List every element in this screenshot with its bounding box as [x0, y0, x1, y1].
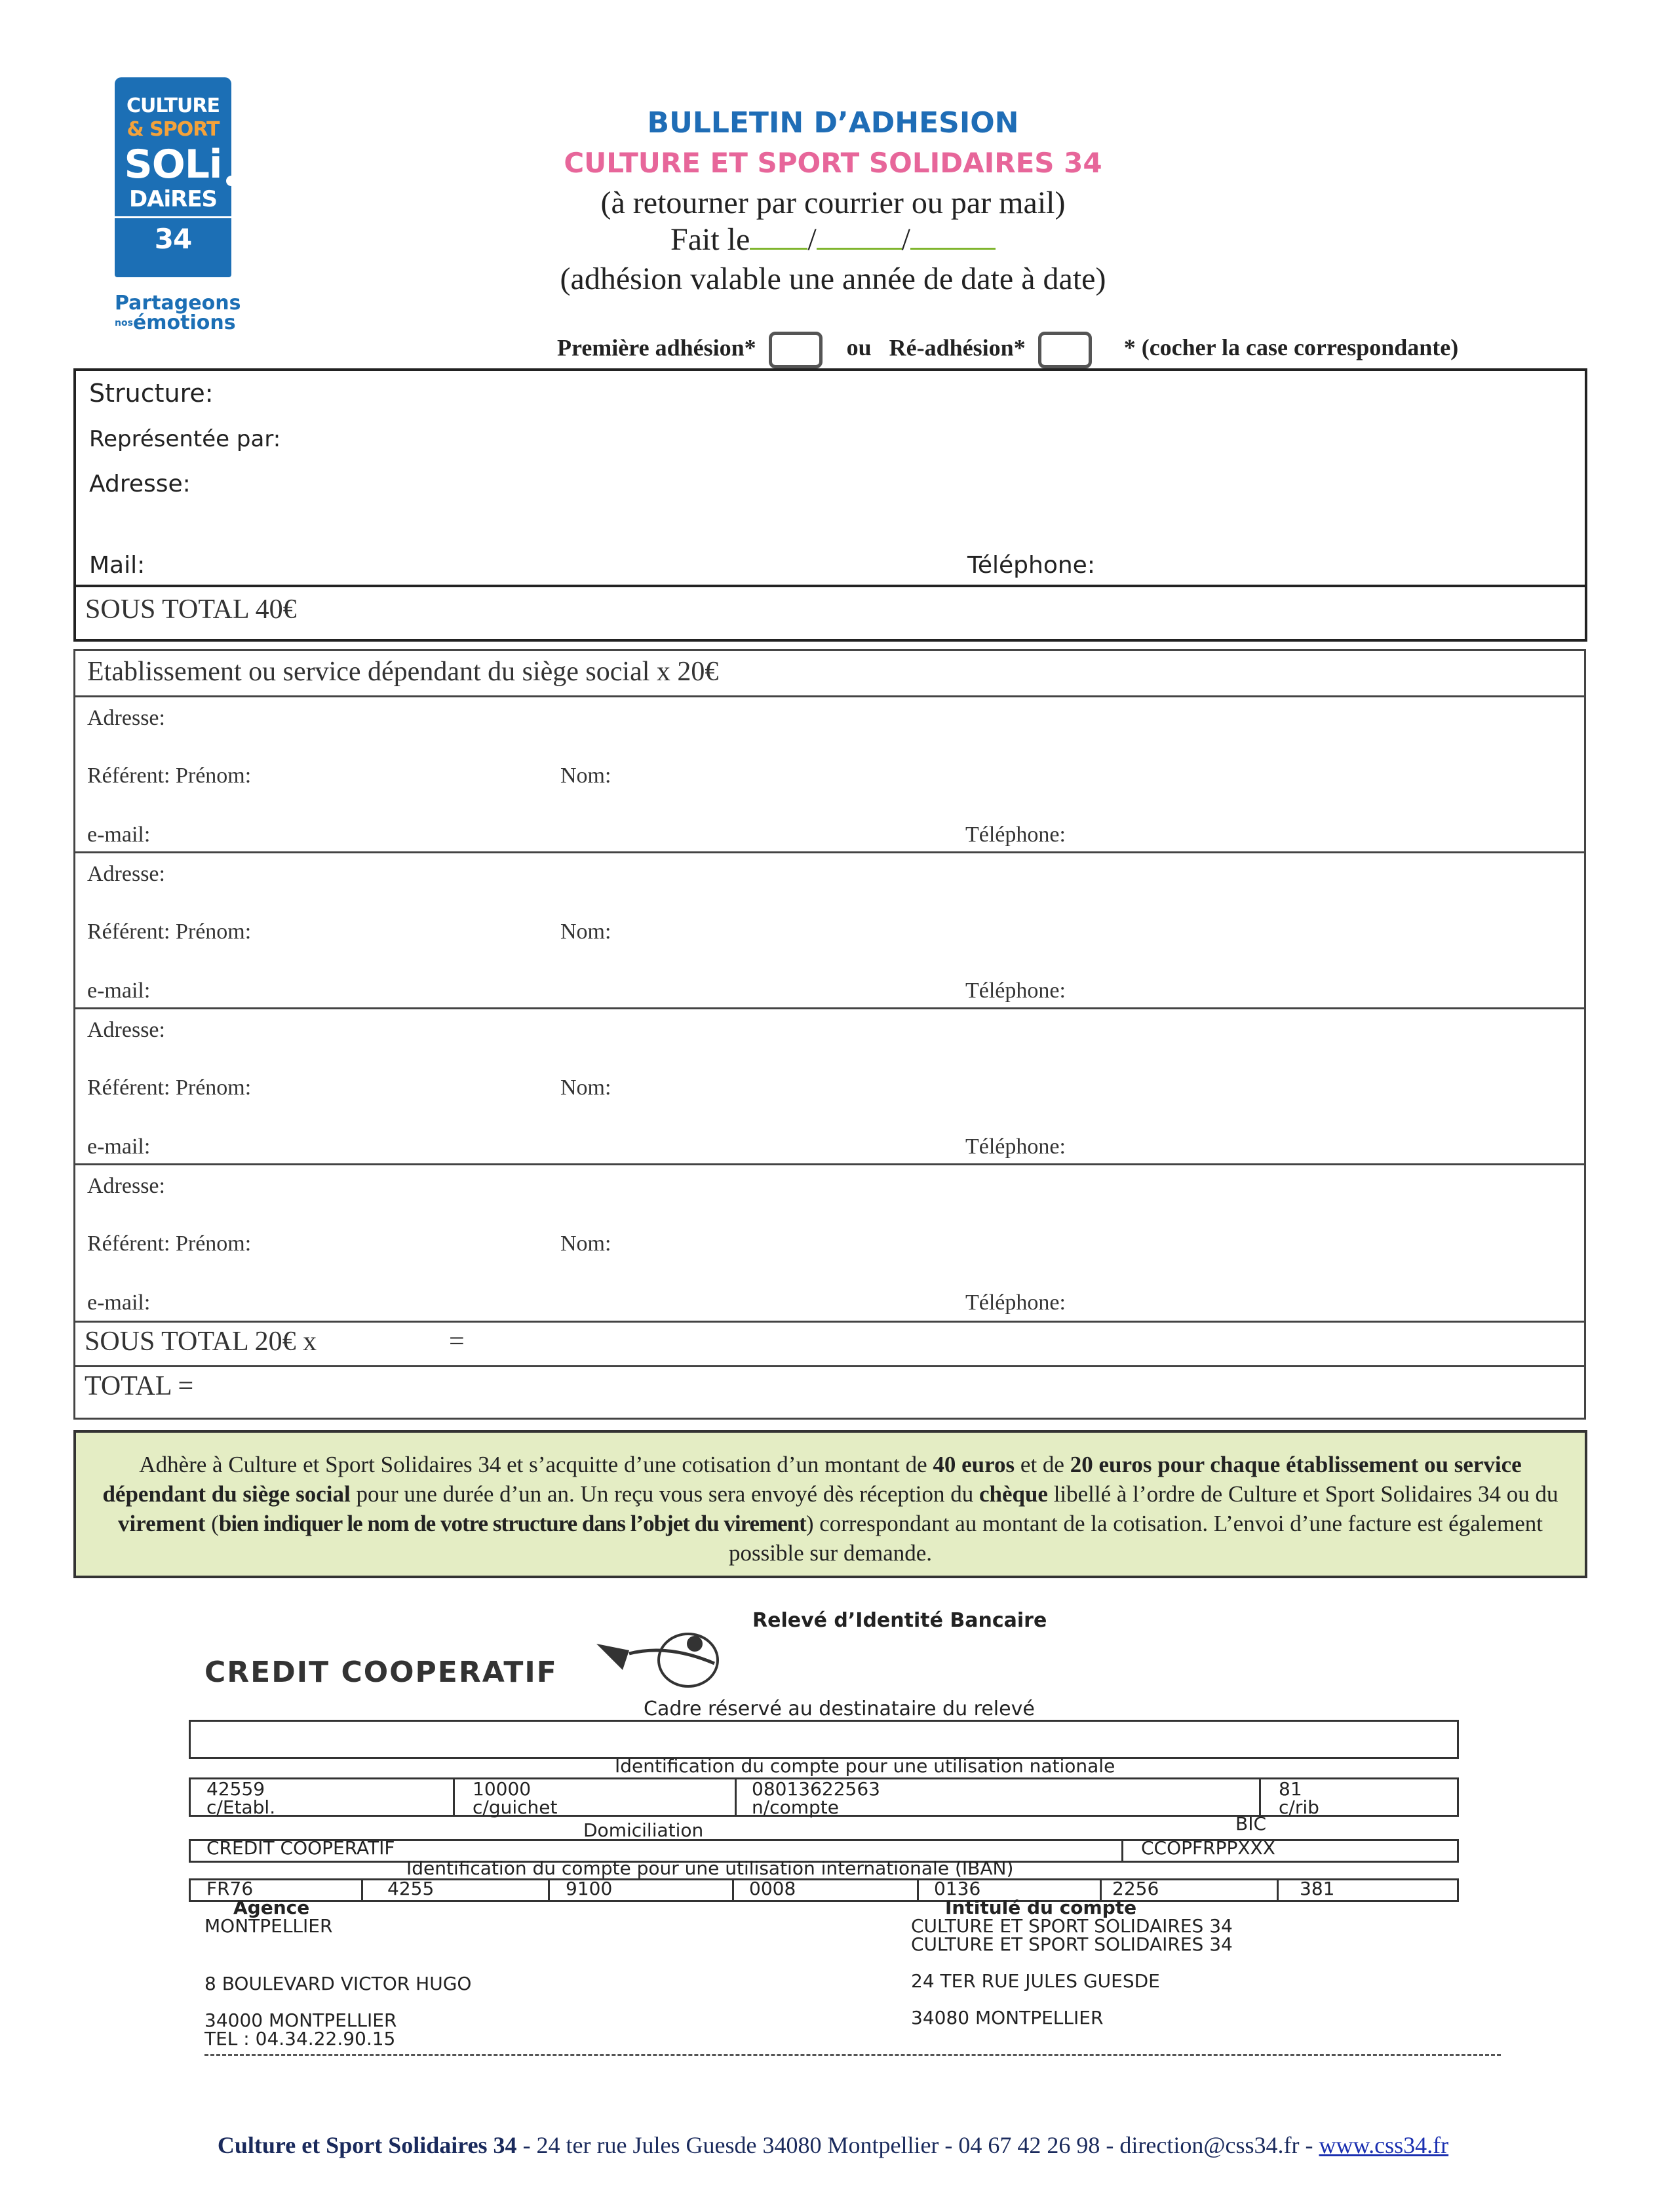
rib-title: Relevé d’Identité Bancaire — [752, 1609, 1047, 1632]
logo-line1: CULTURE — [126, 94, 220, 117]
national-table — [189, 1777, 1459, 1817]
iban-part-1: FR76 — [206, 1878, 254, 1899]
iban-part-7: 381 — [1300, 1878, 1335, 1899]
logo-line2: & SPORT — [126, 118, 220, 141]
subtotal-equals: = — [449, 1327, 465, 1357]
compte-label: n/compte — [752, 1796, 839, 1818]
or-label: ou — [846, 334, 872, 361]
date-year-field[interactable] — [910, 222, 996, 250]
domiciliation-value: CREDIT COOPERATIF — [206, 1837, 395, 1859]
bank-tel: TEL : 04.34.22.90.15 — [204, 2028, 396, 2049]
iban-part-4: 0008 — [749, 1878, 796, 1899]
domiciliation-label: Domiciliation — [583, 1819, 704, 1841]
footer-details: - 24 ter rue Jules Guesde 34080 Montpellier - 04 67 42 26 98 - direction@css34.fr - — [516, 2132, 1319, 2158]
represented-label: Représentée par: — [89, 426, 281, 452]
iban-table — [189, 1878, 1459, 1902]
iban-part-5: 0136 — [934, 1878, 981, 1899]
logo-tagline: Partageons $^{nos}$émotions — [115, 292, 241, 334]
domiciliation-table — [189, 1839, 1459, 1863]
page-title: BULLETIN D’ADHESION — [647, 106, 1019, 140]
holder-line1: CULTURE ET SPORT SOLIDAIRES 34 — [911, 1915, 1233, 1937]
structure-section — [73, 368, 1587, 642]
holder-city: 34080 MONTPELLIER — [911, 2007, 1104, 2028]
est2-email: e-mail: — [87, 979, 151, 1003]
footer — [0, 2131, 1666, 2159]
checkbox-note: * (cocher la case correspondante) — [1123, 334, 1459, 361]
est3-name: Nom: — [560, 1076, 611, 1100]
est4-name: Nom: — [560, 1232, 611, 1256]
bic-value: CCOPFRPPXXX — [1141, 1837, 1275, 1859]
agence-value: MONTPELLIER — [204, 1915, 333, 1937]
est3-address: Adresse: — [87, 1018, 165, 1042]
est1-address: Adresse: — [87, 706, 165, 730]
logo-line5: 34 — [154, 223, 192, 255]
establishments-table — [73, 649, 1586, 1420]
etabl-value: 42559 — [206, 1778, 265, 1800]
structure-label: Structure: — [89, 379, 214, 408]
est4-phone: Téléphone: — [965, 1290, 1066, 1315]
logo-line3: SOLi — [124, 142, 222, 187]
total-label: TOTAL = — [85, 1371, 194, 1401]
date-month-field[interactable] — [817, 222, 902, 250]
bank-logo-text: CREDIT COOPERATIF — [204, 1656, 558, 1689]
phone-label: Téléphone: — [967, 552, 1095, 579]
est3-email: e-mail: — [87, 1135, 151, 1159]
cle-label: c/rib — [1279, 1796, 1319, 1818]
international-label: Identification du compte pour une utilisation internationale (IBAN) — [406, 1857, 1014, 1879]
intitule-label: Intitulé du compte — [945, 1897, 1137, 1918]
est4-email: e-mail: — [87, 1290, 151, 1315]
guichet-value: 10000 — [473, 1778, 532, 1800]
subtotal-40: SOUS TOTAL 40€ — [85, 594, 297, 625]
agence-label: Agence — [233, 1897, 310, 1918]
membership-choice — [557, 332, 1458, 368]
logo-line4: DAiRES — [128, 186, 218, 212]
reserved-label: Cadre réservé au destinataire du relevé — [644, 1698, 1035, 1720]
renewal-label: Ré-adhésion* — [889, 334, 1026, 361]
est1-firstname: Référent: Prénom: — [87, 764, 252, 788]
return-note: (à retourner par courrier ou par mail) — [600, 185, 1066, 220]
subtotal-20: SOUS TOTAL 20€ x — [85, 1327, 317, 1357]
iban-part-2: 4255 — [387, 1878, 435, 1899]
date-label: Fait le — [670, 222, 750, 257]
bank-street: 8 BOULEVARD VICTOR HUGO — [204, 1973, 472, 1994]
est3-firstname: Référent: Prénom: — [87, 1076, 252, 1100]
est2-address: Adresse: — [87, 862, 165, 886]
reserved-box — [189, 1720, 1459, 1759]
date-day-field[interactable] — [750, 222, 807, 250]
org-name: CULTURE ET SPORT SOLIDAIRES 34 — [564, 147, 1102, 179]
rib-cut-line — [204, 2054, 1501, 2056]
bank-logo-icon — [590, 1624, 727, 1696]
est2-firstname: Référent: Prénom: — [87, 920, 252, 944]
payment-notice — [73, 1430, 1587, 1578]
footer-site-link[interactable]: www.css34.fr — [1319, 2132, 1449, 2158]
est4-address: Adresse: — [87, 1174, 165, 1198]
date-line: Fait le / / — [0, 222, 1666, 258]
holder-line2: CULTURE ET SPORT SOLIDAIRES 34 — [911, 1933, 1233, 1955]
establishments-heading: Etablissement ou service dépendant du siège social x 20€ — [87, 657, 719, 687]
est1-name: Nom: — [560, 764, 611, 788]
compte-value: 08013622563 — [752, 1778, 880, 1800]
cle-value: 81 — [1279, 1778, 1302, 1800]
est2-name: Nom: — [560, 920, 611, 944]
holder-street: 24 TER RUE JULES GUESDE — [911, 1970, 1160, 1992]
est1-phone: Téléphone: — [965, 823, 1066, 847]
iban-part-6: 2256 — [1112, 1878, 1159, 1899]
est1-email: e-mail: — [87, 823, 151, 847]
est3-phone: Téléphone: — [965, 1135, 1066, 1159]
footer-org: Culture et Sport Solidaires 34 — [217, 2132, 517, 2158]
address-label: Adresse: — [89, 471, 191, 497]
validity-note: (adhésion valable une année de date à date) — [560, 262, 1106, 296]
mail-label: Mail: — [89, 552, 145, 579]
first-membership-label: Première adhésion* — [557, 334, 756, 361]
iban-part-3: 9100 — [566, 1878, 613, 1899]
est2-phone: Téléphone: — [965, 979, 1066, 1003]
first-membership-checkbox[interactable] — [769, 332, 823, 368]
guichet-label: c/guichet — [473, 1796, 558, 1818]
bic-label: BIC — [1235, 1813, 1267, 1834]
bank-city: 34000 MONTPELLIER — [204, 2009, 397, 2031]
etabl-label: c/Etabl. — [206, 1796, 276, 1818]
notice-text: Adhère à Culture et Sport Solidaires 34 et s’acquitte d’une cotisation d’un montant de 40 euros et de 20 euros pour chaque établissement ou service dépendant du siège social pour une durée d’un an. Un reçu vous sera envoyé dès réception du chèque libellé à l’ordre de Culture et Sport Solidaires 34 ou du virement (bien indiquer le nom de votre structure dans l’objet du virement) correspondant au montant de la cotisation. L’envoi d’une facture est également possible sur demande. — [102, 1452, 1559, 1566]
renewal-checkbox[interactable] — [1038, 332, 1092, 368]
national-label: Identification du compte pour une utilisation nationale — [615, 1755, 1115, 1777]
est4-firstname: Référent: Prénom: — [87, 1232, 252, 1256]
